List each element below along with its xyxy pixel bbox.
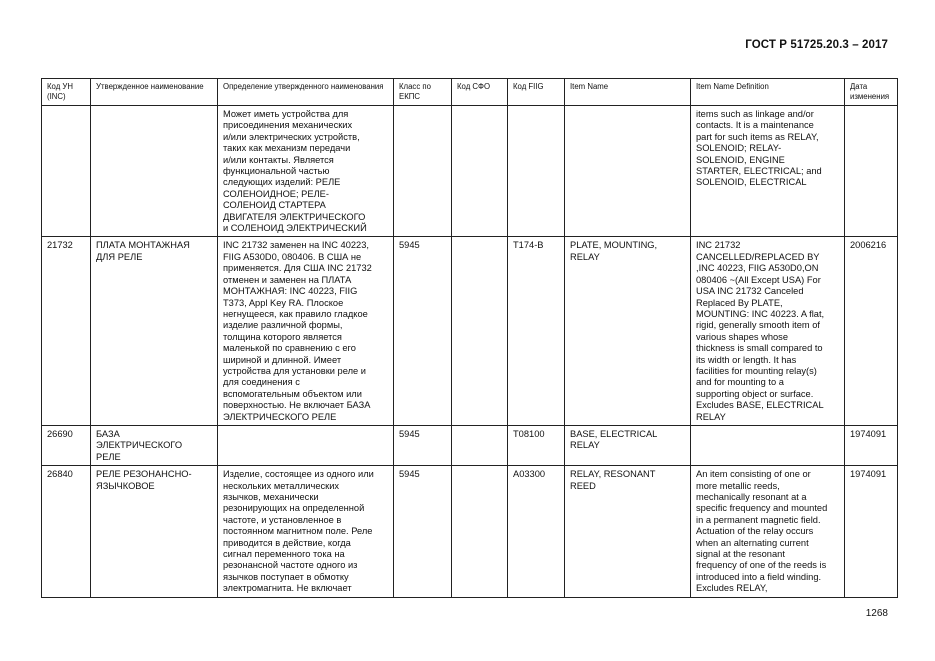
item-name-registry-table <box>41 78 898 598</box>
cell-item-name: BASE, ELECTRICAL RELAY <box>565 425 691 465</box>
column-header-change-date: Дата изменения <box>845 79 898 106</box>
cell-fiig-code: T174-B <box>508 237 565 426</box>
cell-item-name-definition: INC 21732 CANCELLED/REPLACED BY ,INC 40223, FIIG A530D0,ON 080406 ~(All Except USA) For USA INC 21732 Canceled Replaced By PLATE, MOUNTING: INC 40223. A flat, rigid, generally smooth item of various shapes whose thickness is small compared to its width or length. It has facilities for mounting relay(s) and for mounting to a supporting object or surface. Excludes BASE, ELECTRICAL RELAY <box>691 237 845 426</box>
page-number: 1268 <box>865 608 888 619</box>
cell-definition: Изделие, состоящее из одного или нескольких металлических язычков, механически резонирующих на определенной частоте, и установленное в постоянном магнитном поле. Реле приводится в действие, когда сигнал переменного тока на резонансной частоте одного из язычков поступает в обмотку электромагнита. Не включает <box>218 466 394 597</box>
column-header-item-name-definition: Item Name Definition <box>691 79 845 106</box>
table-row <box>42 237 898 426</box>
column-header-ekps-class: Класс по ЕКПС <box>394 79 452 106</box>
column-header-fiig-code: Код FIIG <box>508 79 565 106</box>
table-row <box>42 106 898 237</box>
cell-change-date: 1974091 <box>845 466 898 597</box>
cell-ekps-class: 5945 <box>394 425 452 465</box>
cell-approved-name: РЕЛЕ РЕЗОНАНСНО- ЯЗЫЧКОВОЕ <box>91 466 218 597</box>
cell-item-name-definition <box>691 425 845 465</box>
cell-approved-name: БАЗА ЭЛЕКТРИЧЕСКОГО РЕЛЕ <box>91 425 218 465</box>
cell-change-date: 2006216 <box>845 237 898 426</box>
cell-fiig-code <box>508 106 565 237</box>
column-header-approved-name: Утвержденное наименование <box>91 79 218 106</box>
cell-definition: Может иметь устройства для присоединения механических и/или электрических устройств, таких как механизм передачи и/или контакты. Является функциональной частью следующих изделий: РЕЛЕ СОЛЕНОИДНОЕ; РЕЛЕ- СОЛЕНОИД СТАРТЕРА ДВИГАТЕЛЯ ЭЛЕКТРИЧЕСКОГО и СОЛЕНОИД ЭЛЕКТРИЧЕСКИЙ <box>218 106 394 237</box>
cell-inc: 26840 <box>42 466 91 597</box>
cell-change-date: 1974091 <box>845 425 898 465</box>
cell-fiig-code: T08100 <box>508 425 565 465</box>
cell-sfo-code <box>452 106 508 237</box>
table-row <box>42 466 898 597</box>
cell-inc: 26690 <box>42 425 91 465</box>
table-header-row <box>42 79 898 106</box>
cell-sfo-code <box>452 425 508 465</box>
column-header-item-name: Item Name <box>565 79 691 106</box>
cell-definition: INC 21732 заменен на INC 40223, FIIG A530D0, 080406. В США не применяется. Для США INC 21732 отменен и заменен на ПЛАТА МОНТАЖНАЯ: INC 40223, FIIG T373, Appl Key RA. Плоское негнущееся, как правило гладкое изделие различной формы, толщина которого является маленькой по сравнению с его шириной и длинной. Имеет устройства для установки реле и для соединения с вспомогательным объектом или поверхностью. Не включает БАЗА ЭЛЕКТРИЧЕСКОГО РЕЛЕ <box>218 237 394 426</box>
cell-item-name-definition: An item consisting of one or more metallic reeds, mechanically resonant at a specific frequency and mounted in a permanent magnetic field. Actuation of the relay occurs when an alternating current signal at the resonant frequency of one of the reeds is introduced into a field winding. Excludes RELAY, <box>691 466 845 597</box>
document-standard-header: ГОСТ Р 51725.20.3 – 2017 <box>745 39 888 51</box>
cell-sfo-code <box>452 237 508 426</box>
table-row <box>42 425 898 465</box>
cell-item-name: RELAY, RESONANT REED <box>565 466 691 597</box>
cell-fiig-code: A03300 <box>508 466 565 597</box>
cell-item-name <box>565 106 691 237</box>
cell-ekps-class: 5945 <box>394 466 452 597</box>
column-header-definition: Определение утвержденного наименования <box>218 79 394 106</box>
cell-inc <box>42 106 91 237</box>
cell-item-name: PLATE, MOUNTING, RELAY <box>565 237 691 426</box>
column-header-inc: Код УН (INC) <box>42 79 91 106</box>
cell-item-name-definition: items such as linkage and/or contacts. It is a maintenance part for such items as RELAY, SOLENOID; RELAY- SOLENOID, ENGINE STARTER, ELECTRICAL; and SOLENOID, ELECTRICAL <box>691 106 845 237</box>
cell-inc: 21732 <box>42 237 91 426</box>
cell-approved-name: ПЛАТА МОНТАЖНАЯ ДЛЯ РЕЛЕ <box>91 237 218 426</box>
cell-sfo-code <box>452 466 508 597</box>
cell-ekps-class <box>394 106 452 237</box>
cell-change-date <box>845 106 898 237</box>
cell-ekps-class: 5945 <box>394 237 452 426</box>
cell-approved-name <box>91 106 218 237</box>
column-header-sfo-code: Код СФО <box>452 79 508 106</box>
cell-definition <box>218 425 394 465</box>
